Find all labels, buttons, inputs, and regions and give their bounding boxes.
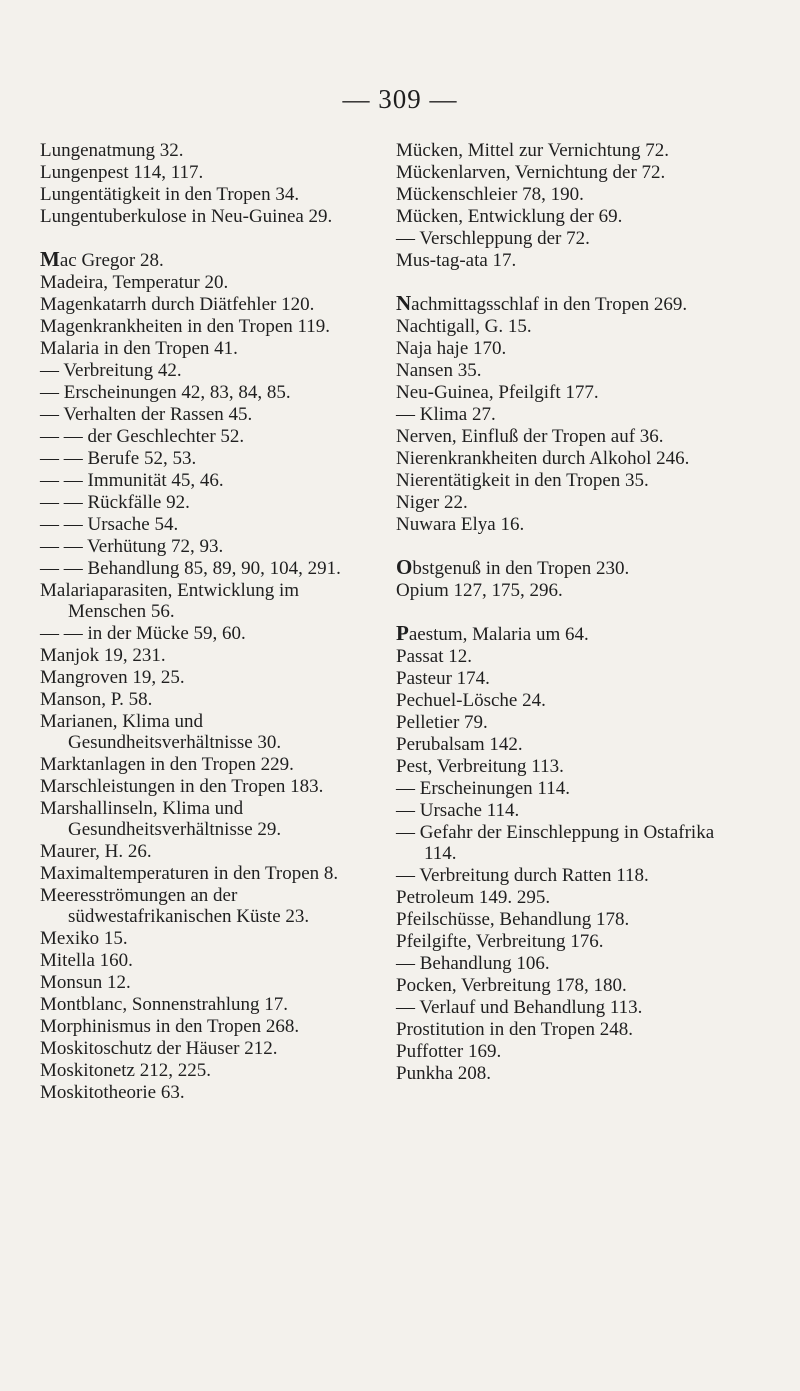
entry-text: aestum, Malaria um 64. — [408, 624, 589, 645]
index-entry: — Klima 27. — [396, 404, 496, 425]
index-column-right — [396, 140, 736, 1085]
index-entry: Pest, Verbreitung 113. — [396, 756, 564, 777]
index-entry — [40, 249, 370, 271]
index-entry: Perubalsam 142. — [396, 734, 523, 755]
index-entry: Marschleistungen in den Tropen 183. — [40, 776, 324, 797]
index-entry: — Verbreitung durch Ratten 118. — [396, 865, 649, 886]
index-entry: Monsun 12. — [40, 972, 131, 993]
index-entry: Pocken, Verbreitung 178, 180. — [396, 975, 627, 996]
index-entry: Niger 22. — [396, 492, 468, 513]
index-entry: — Erscheinungen 114. — [396, 778, 570, 799]
index-entry: — — in der Mücke 59, 60. — [40, 623, 246, 644]
index-entry: Madeira, Temperatur 20. — [40, 272, 229, 293]
index-entry: Marshallinseln, Klima und Gesundheitsverhältnisse 29. — [40, 798, 282, 840]
index-entry: Malaria in den Tropen 41. — [40, 338, 238, 359]
index-entry: Meeresströmungen an der südwestafrikanischen Küste 23. — [40, 885, 310, 927]
index-entry: Moskitoschutz der Häuser 212. — [40, 1038, 278, 1059]
index-entry: Moskitotheorie 63. — [40, 1082, 185, 1103]
index-entry: Lungenpest 114, 117. — [40, 162, 204, 183]
index-entry: Maximaltemperaturen in den Tropen 8. — [40, 863, 339, 884]
index-entry: Lungentätigkeit in den Tropen 34. — [40, 184, 300, 205]
index-entry: Montblanc, Sonnenstrahlung 17. — [40, 994, 289, 1015]
index-entry: — Verbreitung 42. — [40, 360, 182, 381]
index-entry: Mückenschleier 78, 190. — [396, 184, 584, 205]
index-entry: Prostitution in den Tropen 248. — [396, 1019, 633, 1040]
index-entry: — Verschleppung der 72. — [396, 228, 590, 249]
entry-text: ac Gregor 28. — [59, 250, 164, 271]
index-entry: Maurer, H. 26. — [40, 841, 152, 862]
index-entry: Nierenkrankheiten durch Alkohol 246. — [396, 448, 690, 469]
index-entry: Marktanlagen in den Tropen 229. — [40, 754, 294, 775]
index-entry: — — Behandlung 85, 89, 90, 104, 291. — [40, 558, 341, 579]
entry-text: achmittagsschlaf in den Tropen 269. — [411, 294, 688, 315]
index-entry: Petroleum 149. 295. — [396, 887, 551, 908]
index-entry: Puffotter 169. — [396, 1041, 502, 1062]
index-entry: Punkha 208. — [396, 1063, 491, 1084]
index-entry: Nachtigall, G. 15. — [396, 316, 532, 337]
index-entry — [396, 557, 736, 579]
index-entry: Nansen 35. — [396, 360, 482, 381]
index-entry: Passat 12. — [396, 646, 472, 667]
index-entry: Mexiko 15. — [40, 928, 128, 949]
index-entry: Mücken, Entwicklung der 69. — [396, 206, 623, 227]
index-entry: Nerven, Einfluß der Tropen auf 36. — [396, 426, 664, 447]
index-entry — [396, 623, 736, 645]
index-entry: Mangroven 19, 25. — [40, 667, 185, 688]
index-entry: Opium 127, 175, 296. — [396, 580, 563, 601]
index-entry: — Verhalten der Rassen 45. — [40, 404, 253, 425]
index-entry: Lungentuberkulose in Neu-Guinea 29. — [40, 206, 333, 227]
section-initial-letter: M — [40, 247, 60, 271]
index-entry: — — Verhütung 72, 93. — [40, 536, 224, 557]
index-entry: Nuwara Elya 16. — [396, 514, 525, 535]
index-column-left — [40, 140, 370, 1104]
index-entry: — Ursache 114. — [396, 800, 520, 821]
index-entry: Naja haje 170. — [396, 338, 507, 359]
index-entry: — — der Geschlechter 52. — [40, 426, 245, 447]
index-entry: Pasteur 174. — [396, 668, 490, 689]
index-entry: — — Immunität 45, 46. — [40, 470, 224, 491]
index-entry: Neu-Guinea, Pfeilgift 177. — [396, 382, 599, 403]
index-entry: Lungenatmung 32. — [40, 140, 184, 161]
index-entry: — — Berufe 52, 53. — [40, 448, 197, 469]
index-entry: Nierentätigkeit in den Tropen 35. — [396, 470, 649, 491]
index-entry: Mücken, Mittel zur Vernichtung 72. — [396, 140, 669, 161]
section-initial-letter: O — [396, 555, 413, 579]
index-entry: — Behandlung 106. — [396, 953, 550, 974]
index-entry: Pelletier 79. — [396, 712, 488, 733]
section-initial-letter: N — [396, 291, 412, 315]
index-entry: — Gefahr der Einschleppung in Ostafrika 114. — [396, 822, 715, 864]
index-entry: Pfeilschüsse, Behandlung 178. — [396, 909, 630, 930]
index-entry: Manson, P. 58. — [40, 689, 153, 710]
index-entry: Magenkrankheiten in den Tropen 119. — [40, 316, 331, 337]
index-entry: — Erscheinungen 42, 83, 84, 85. — [40, 382, 291, 403]
index-entry: — Verlauf und Behandlung 113. — [396, 997, 643, 1018]
index-entry: — — Rückfälle 92. — [40, 492, 190, 513]
index-entry: Malariaparasiten, Entwicklung im Menschen 56. — [40, 580, 300, 622]
index-entry: Magenkatarrh durch Diätfehler 120. — [40, 294, 315, 315]
index-entry: Mus-tag-ata 17. — [396, 250, 517, 271]
page-number: — 309 — — [342, 84, 458, 114]
index-entry — [396, 293, 736, 315]
index-entry: — — Ursache 54. — [40, 514, 179, 535]
index-entry: Mückenlarven, Vernichtung der 72. — [396, 162, 666, 183]
entry-text: bstgenuß in den Tropen 230. — [412, 558, 630, 579]
index-entry: Pechuel-Lösche 24. — [396, 690, 546, 711]
section-initial-letter: P — [396, 621, 409, 645]
index-entry: Manjok 19, 231. — [40, 645, 166, 666]
index-entry: Morphinismus in den Tropen 268. — [40, 1016, 300, 1037]
index-entry: Marianen, Klima und Gesundheitsverhältnisse 30. — [40, 711, 282, 753]
index-entry: Moskitonetz 212, 225. — [40, 1060, 211, 1081]
index-entry: Mitella 160. — [40, 950, 133, 971]
index-entry: Pfeilgifte, Verbreitung 176. — [396, 931, 604, 952]
